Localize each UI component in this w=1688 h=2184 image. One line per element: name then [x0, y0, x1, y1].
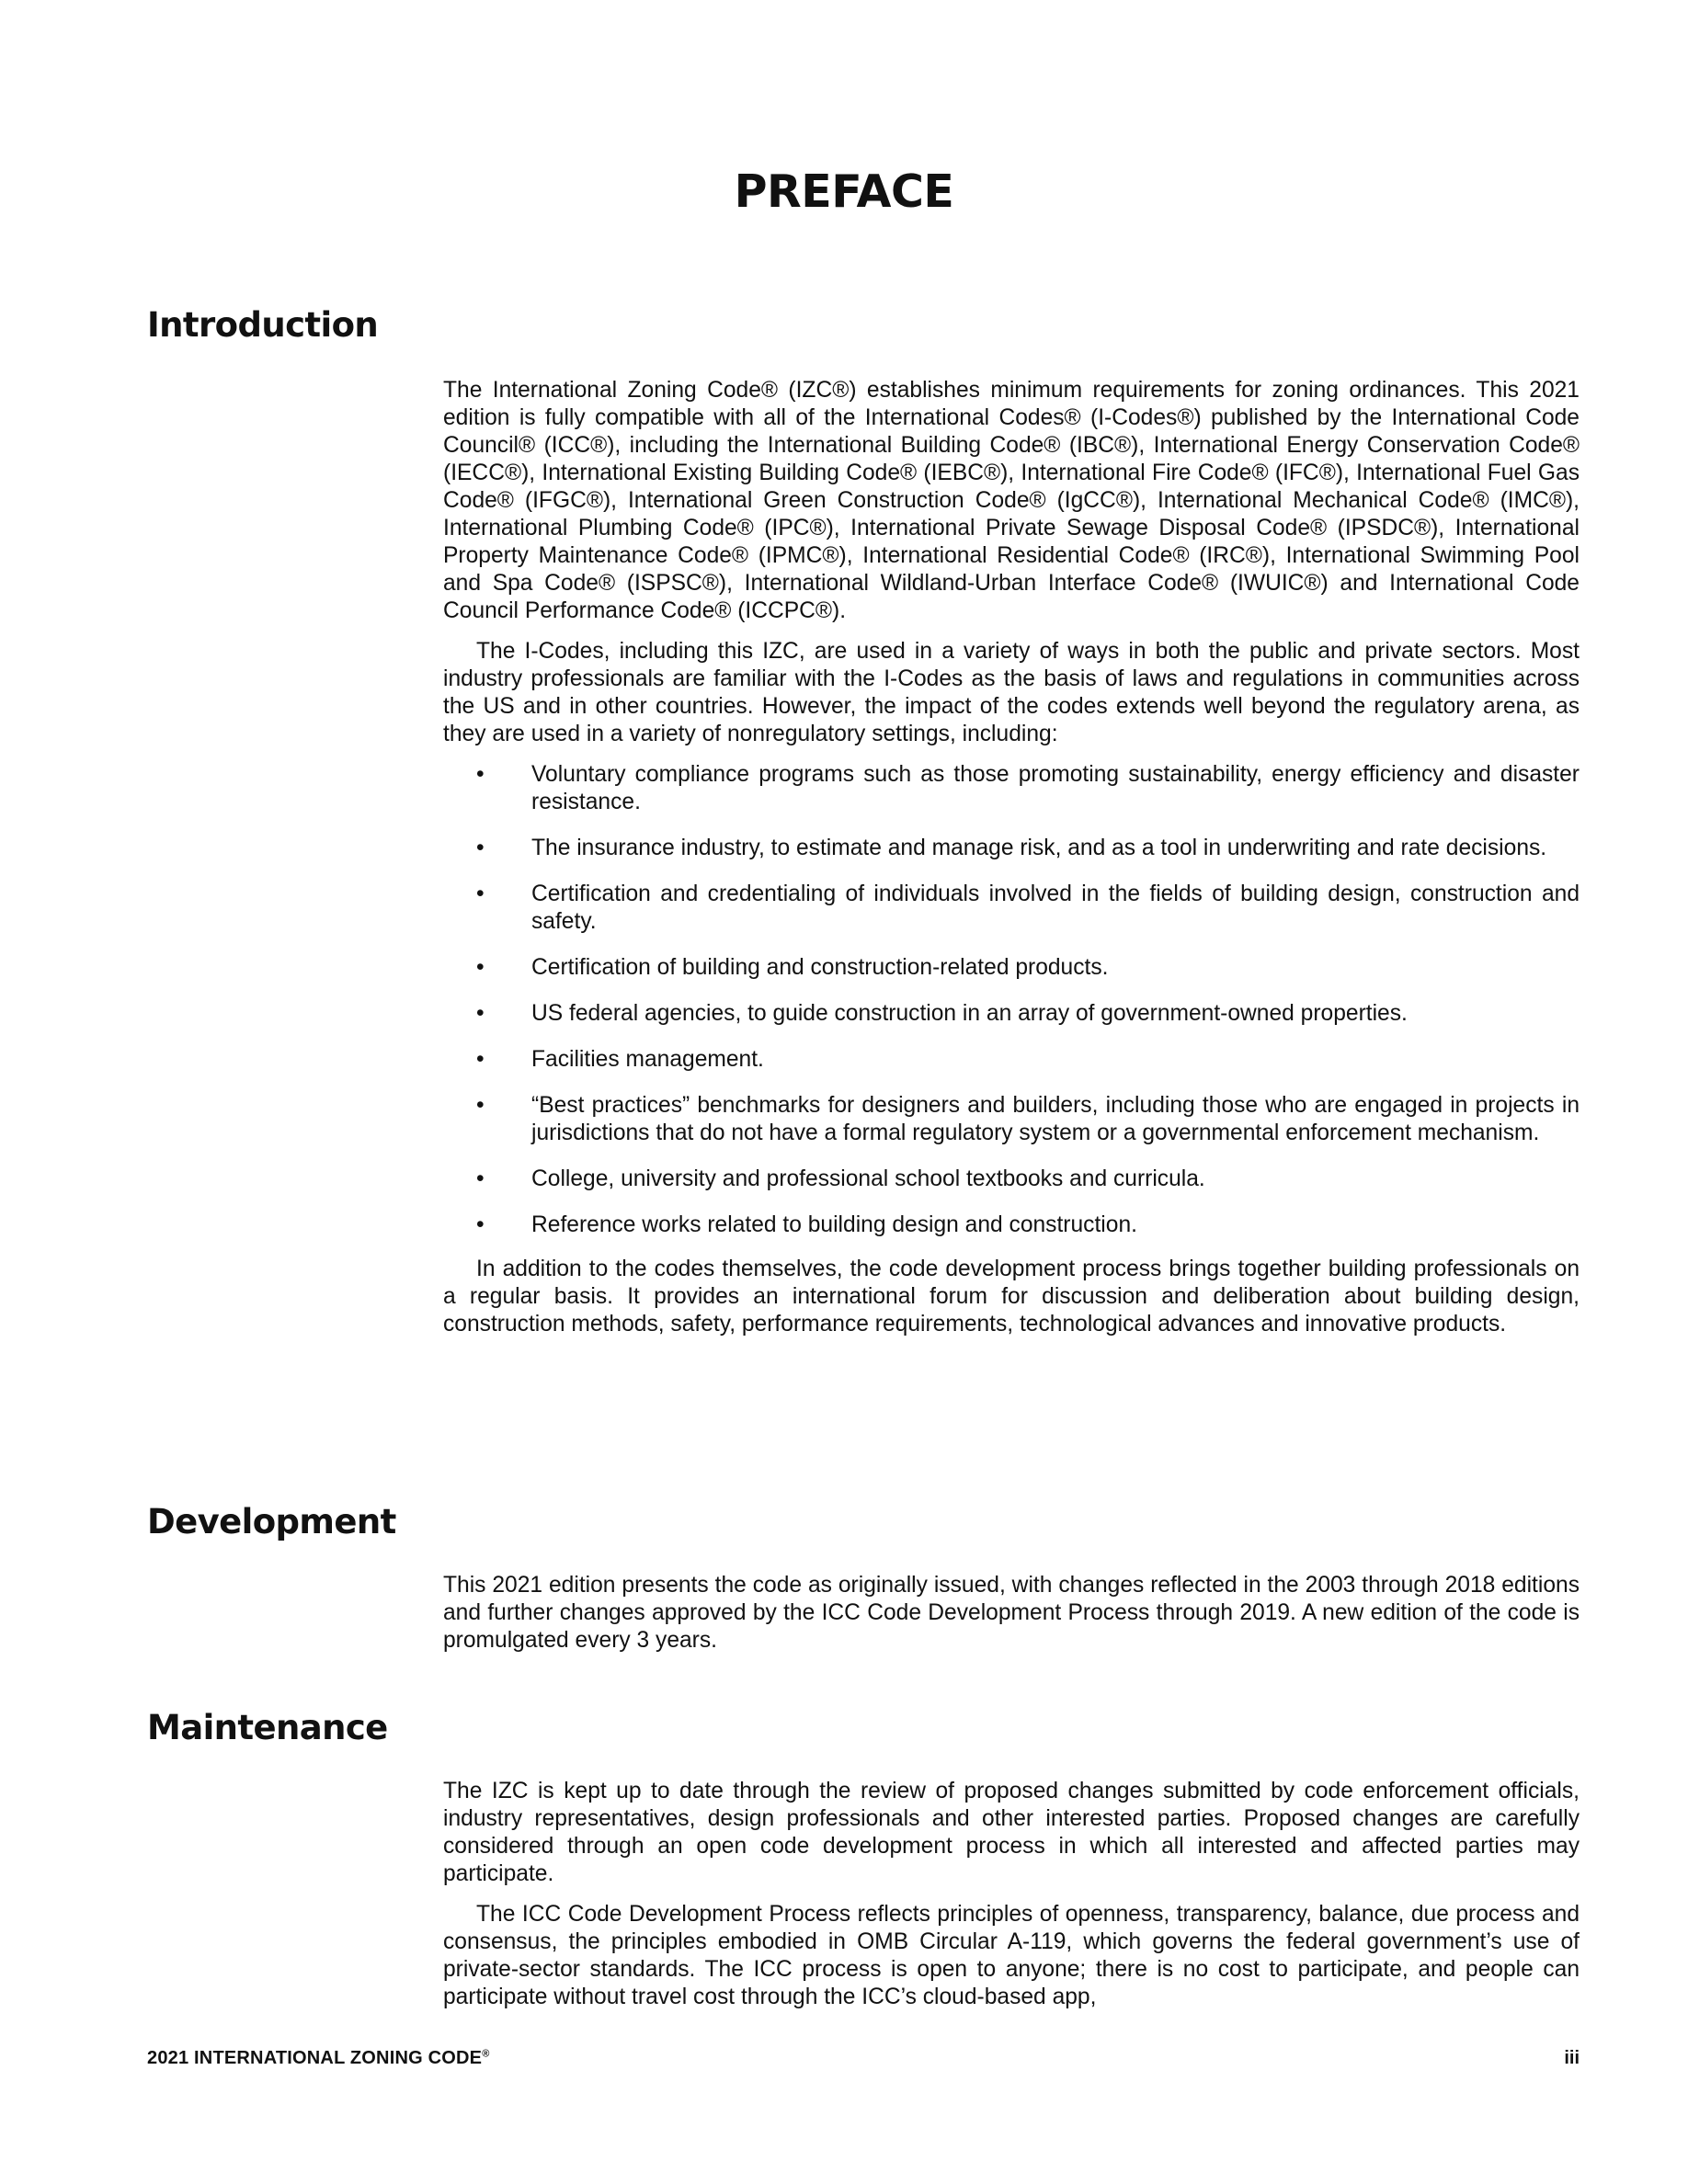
list-item — [443, 1166, 1580, 1193]
bullet-icon: • — [476, 1166, 485, 1191]
list-item — [443, 1092, 1580, 1147]
list-item — [443, 954, 1580, 982]
list-item-text: College, university and professional school textbooks and curricula. — [531, 1166, 1205, 1191]
list-item — [443, 1000, 1580, 1028]
development-heading: Development — [147, 1502, 396, 1541]
bullet-icon: • — [476, 882, 485, 906]
footer-title-text: 2021 INTERNATIONAL ZONING CODE — [147, 2048, 483, 2068]
list-item-text: US federal agencies, to guide construction in an array of government-owned properties. — [531, 1001, 1408, 1026]
bullet-icon: • — [476, 836, 485, 860]
maintenance-section — [443, 1778, 1580, 2011]
list-item-text: Reference works related to building design and construction. — [531, 1212, 1137, 1237]
list-item — [443, 761, 1580, 816]
bullet-icon: • — [476, 762, 485, 787]
list-item — [443, 1211, 1580, 1239]
introduction-heading: Introduction — [147, 305, 379, 345]
registered-mark: ® — [482, 2048, 490, 2060]
list-item — [443, 881, 1580, 936]
usage-bullet-list — [443, 761, 1580, 1239]
list-item-text: Facilities management. — [531, 1047, 764, 1072]
footer-book-title — [147, 2048, 490, 2069]
bullet-icon: • — [476, 955, 485, 980]
bullet-icon: • — [476, 1001, 485, 1026]
page-title: PREFACE — [734, 165, 954, 218]
page-number: iii — [1564, 2048, 1580, 2068]
development-paragraph-1: This 2021 edition presents the code as originally issued, with changes reflected in the 2003 through 2018 editions and further changes approved by the ICC Code Development Process through 2019. A new edition of the code is promulgated every 3 years. — [443, 1573, 1580, 1653]
introduction-section — [443, 377, 1580, 1338]
maintenance-paragraph-1: The IZC is kept up to date through the review of proposed changes submitted by code enforcement officials, industry representatives, design professionals and other interested parties. Proposed changes are carefully considered through an open code development process in which all interested and affected parties may participate. — [443, 1779, 1580, 1886]
maintenance-paragraph-2: The ICC Code Development Process reflects principles of openness, transparency, balance, due process and consensus, the principles embodied in OMB Circular A-119, which governs the federal government’s use of private-sector standards. The ICC process is open to anyone; there is no cost to participate, and people can participate without travel cost through the ICC’s cloud-based app, — [443, 1902, 1580, 2009]
maintenance-heading: Maintenance — [147, 1708, 388, 1747]
list-item-text: Certification and credentialing of individuals involved in the fields of building design, construction and safety. — [531, 882, 1580, 934]
bullet-icon: • — [476, 1093, 485, 1118]
list-item — [443, 835, 1580, 862]
introduction-paragraph-1: The International Zoning Code® (IZC®) establishes minimum requirements for zoning ordinances. This 2021 edition is fully compatible with all of the International Codes® (I-Codes®) published by the International Code Council® (ICC®), including the International Building Code® (IBC®), International Energy Conservation Code® (IECC®), International Existing Building Code® (IEBC®), International Fire Code® (IFC®), International Fuel Gas Code® (IFGC®), International Green Construction Code® (IgCC®), International Mechanical Code® (IMC®), International Plumbing Code® (IPC®), International Private Sewage Disposal Code® (IPSDC®), International Property Maintenance Code® (IPMC®), International Residential Code® (IRC®), International Swimming Pool and Spa Code® (ISPSC®), International Wildland-Urban Interface Code® (IWUIC®) and International Code Council Performance Code® (ICCPC®). — [443, 378, 1580, 623]
development-section — [443, 1572, 1580, 1655]
list-item-text: Voluntary compliance programs such as those promoting sustainability, energy efficiency and disaster resistance. — [531, 762, 1580, 814]
introduction-paragraph-2: The I-Codes, including this IZC, are used in a variety of ways in both the public and private sectors. Most industry professionals are familiar with the I-Codes as the basis of laws and regulations in communities across the US and in other countries. However, the impact of the codes extends well beyond the regulatory arena, as they are used in a variety of nonregulatory settings, including: — [443, 639, 1580, 746]
list-item — [443, 1046, 1580, 1074]
list-item-text: “Best practices” benchmarks for designers and builders, including those who are engaged in projects in jurisdictions that do not have a formal regulatory system or a governmental enforcement mechanism. — [531, 1093, 1580, 1145]
list-item-text: The insurance industry, to estimate and manage risk, and as a tool in underwriting and rate decisions. — [531, 836, 1547, 860]
bullet-icon: • — [476, 1047, 485, 1072]
list-item-text: Certification of building and construction-related products. — [531, 955, 1109, 980]
introduction-paragraph-3: In addition to the codes themselves, the code development process brings together building professionals on a regular basis. It provides an international forum for discussion and deliberation about building design, construction methods, safety, performance requirements, technological advances and innovative products. — [443, 1257, 1580, 1337]
bullet-icon: • — [476, 1212, 485, 1237]
